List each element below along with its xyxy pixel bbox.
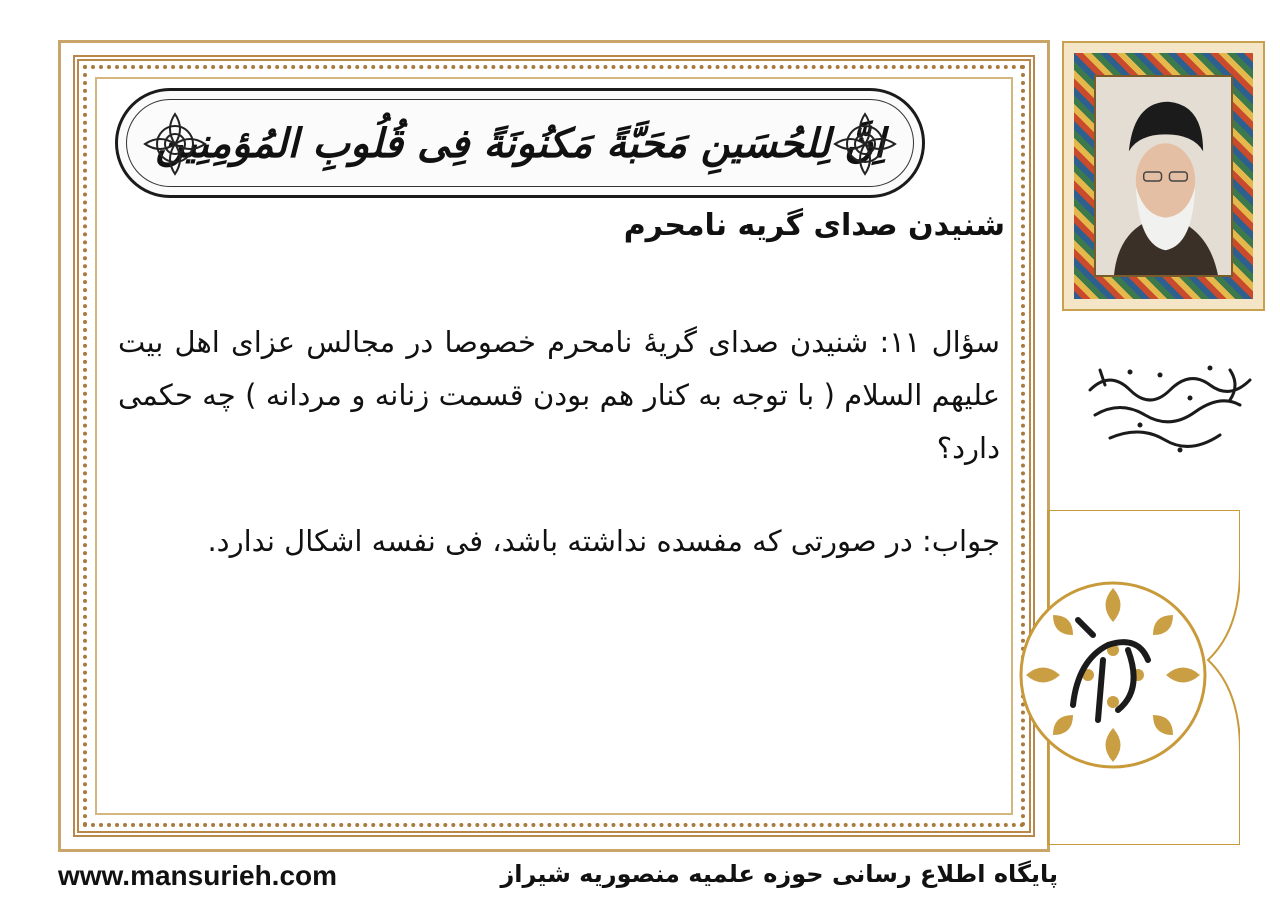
question-text: سؤال ۱۱: شنیدن صدای گریهٔ نامحرم خصوصا در مجالس عزای اهل بیت علیهم السلام ( با توجه به کنار هم بودن قسمت زنانه و مردانه ) چه حکمی دارد؟ (118, 325, 1000, 465)
portrait-photo (1094, 75, 1233, 277)
seminary-calligraphy-logo (1070, 350, 1265, 460)
answer-text: جواب: در صورتی که مفسده نداشته باشد، فی نفسه اشکال ندارد. (207, 524, 1000, 558)
banner-calligraphy: اِنَّ لِلحُسَینِ مَحَبَّةً مَکنُونَةً فِی قُلُوبِ المُؤمِنِین (155, 119, 885, 167)
footer-site-name: پایگاه اطلاع رسانی حوزه علمیه منصوریه شیراز (500, 860, 1058, 888)
ahkam-badge (1018, 510, 1240, 845)
floral-ornament-icon (830, 109, 900, 179)
website-url[interactable]: www.mansurieh.com (58, 860, 338, 891)
portrait-frame (1062, 41, 1265, 311)
article-title: شنیدن صدای گریه نامحرم (623, 208, 1005, 243)
floral-ornament-icon (140, 109, 210, 179)
calligraphy-banner (115, 88, 925, 198)
banner-inner-border (126, 99, 914, 187)
